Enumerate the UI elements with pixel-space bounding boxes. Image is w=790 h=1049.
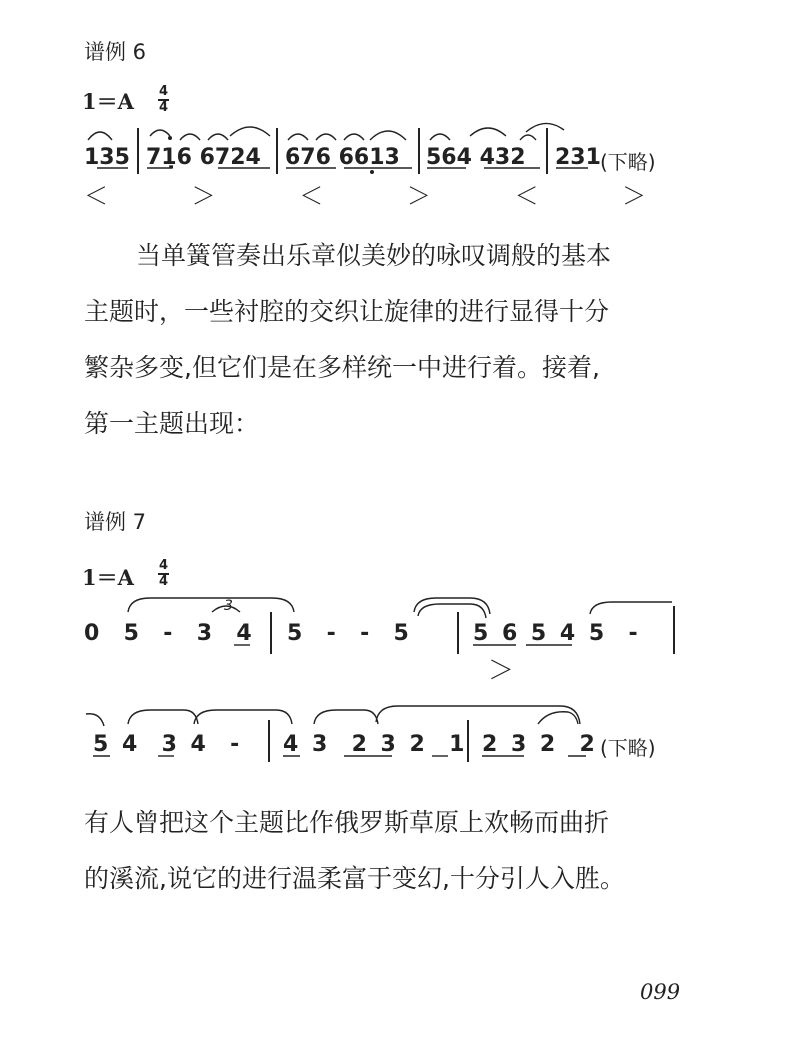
slur: [88, 132, 112, 140]
slur: [208, 134, 228, 140]
slur: [150, 130, 170, 136]
slur: [180, 134, 200, 140]
slur: [430, 134, 450, 140]
example-6-measure-5: 231: [555, 145, 601, 170]
slur: [470, 128, 506, 136]
example-7-row-1-measure-2: 5 - - 5: [287, 621, 412, 646]
paragraph-2-line-2: 的溪流,说它的进行温柔富于变幻,十分引人入胜。: [84, 864, 625, 893]
example-7-omitted-note: (下略): [600, 736, 656, 760]
slur: [194, 710, 292, 724]
slur: [344, 134, 364, 140]
time-top: 4: [158, 84, 169, 99]
example-7-row-1-measure-1: 0 5 - 3 4: [84, 621, 255, 646]
example-6-dynamics: ＜ ＞ ＜ ＞ ＜ ＞: [84, 182, 685, 210]
octave-dot: [370, 170, 374, 174]
slur: [418, 604, 486, 618]
slur: [230, 127, 270, 136]
time-bottom: 4: [158, 99, 169, 115]
accent-mark: ＞: [488, 656, 515, 686]
paragraph-1-line-2: 主题时，一些衬腔的交织让旋律的进行显得十分: [84, 297, 610, 326]
time-top: 4: [158, 558, 169, 573]
example-6-measure-2: 71̣6 6724: [146, 145, 261, 170]
slur: [526, 123, 564, 132]
octave-dot: [168, 136, 172, 140]
paragraph-1-line-1: 当单簧管奏出乐章似美妙的咏叹调般的基本: [136, 241, 612, 270]
time-bottom: 4: [158, 573, 169, 589]
page-number: 099: [640, 980, 681, 1004]
slur: [86, 714, 104, 726]
slur: [212, 606, 240, 612]
slur: [314, 710, 378, 724]
example-6-measure-1: 135: [84, 145, 130, 170]
slur: [128, 710, 198, 724]
triplet-mark: 3: [224, 598, 233, 614]
example-7-row-1-measure-3: 5 6 5 4 5 -: [473, 621, 641, 646]
example-6-omitted-note: (下略): [600, 150, 656, 174]
example-6-measure-4: 564 432: [426, 145, 526, 170]
underlines: [93, 168, 588, 756]
example-7-row-2-measure-3: 2 3 2 2: [482, 732, 598, 757]
paragraph-2-line-1: 有人曾把这个主题比作俄罗斯草原上欢畅而曲折: [84, 808, 610, 837]
example-6-label: 谱例 6: [84, 40, 147, 64]
example-6-key: 1＝A: [82, 89, 134, 114]
slur: [520, 135, 536, 140]
slur: [590, 602, 672, 614]
slurs: [86, 123, 672, 726]
example-7-row-2-measure-1: 5 4 3 4 -: [93, 732, 243, 757]
slur: [538, 712, 578, 724]
example-7-key: 1＝A: [82, 565, 134, 590]
paragraph-2: [84, 795, 684, 907]
paragraph-1-line-4: 第一主题出现：: [84, 409, 260, 438]
slur: [128, 598, 294, 612]
slur: [316, 134, 336, 140]
octave-dots: [168, 136, 374, 174]
example-6-measure-3: 676 6613: [285, 145, 400, 170]
slur: [370, 131, 406, 140]
paragraph-1-line-3: 繁杂多变,但它们是在多样统一中进行着。接着,: [84, 353, 600, 382]
slur: [288, 134, 308, 140]
example-7-row-2-measure-2: 4 3 2 3 2 1: [283, 732, 468, 757]
example-7-label: 谱例 7: [84, 510, 147, 534]
